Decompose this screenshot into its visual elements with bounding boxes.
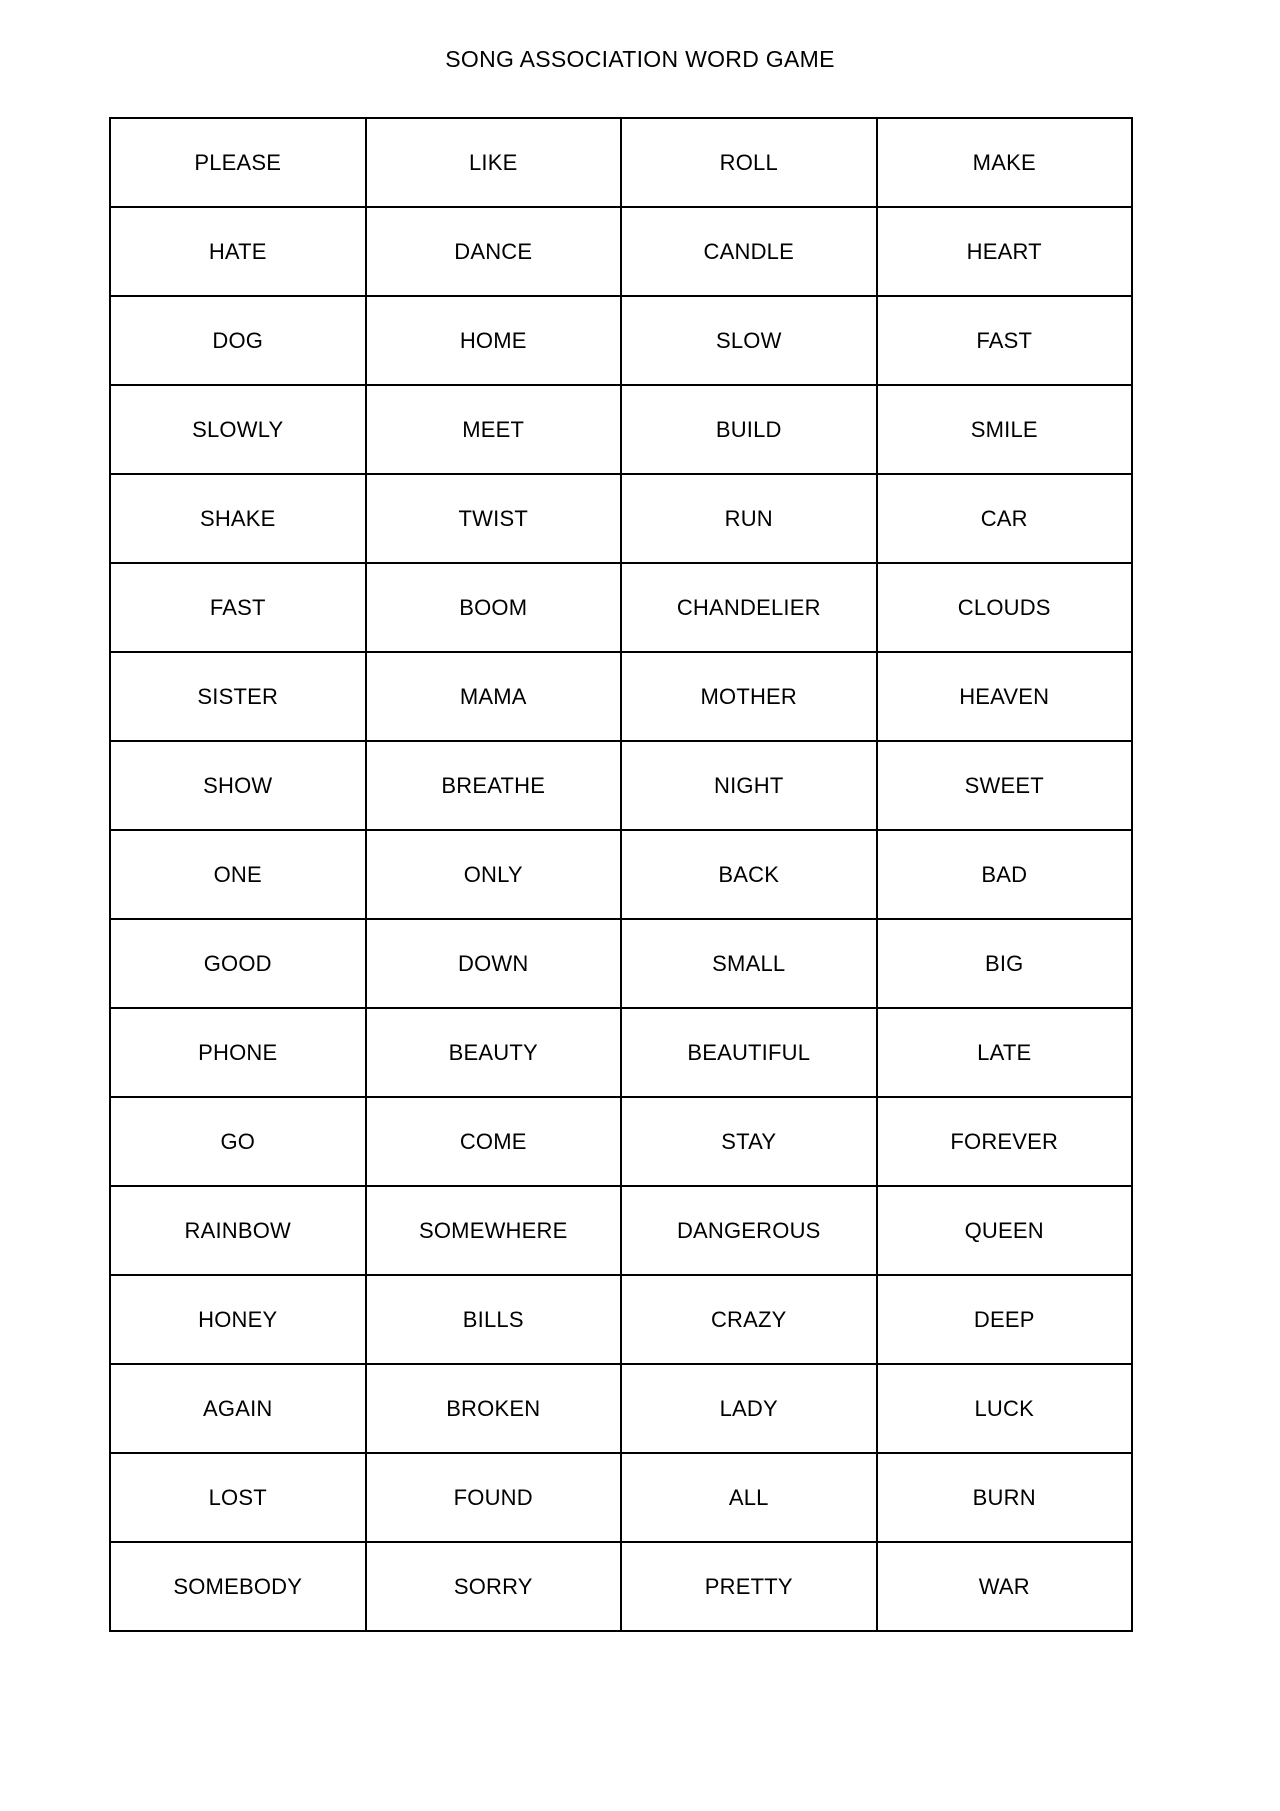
word-cell: ONE [110, 830, 366, 919]
word-cell: HEAVEN [877, 652, 1133, 741]
word-cell: TWIST [366, 474, 622, 563]
word-cell: HONEY [110, 1275, 366, 1364]
word-cell: MAKE [877, 118, 1133, 207]
word-cell: SLOWLY [110, 385, 366, 474]
word-cell: COME [366, 1097, 622, 1186]
word-cell: SLOW [621, 296, 877, 385]
word-cell: BACK [621, 830, 877, 919]
word-cell: AGAIN [110, 1364, 366, 1453]
word-cell: BEAUTY [366, 1008, 622, 1097]
word-cell: SORRY [366, 1542, 622, 1631]
word-cell: CRAZY [621, 1275, 877, 1364]
word-cell: RUN [621, 474, 877, 563]
word-grid [109, 117, 1133, 1632]
word-cell: LUCK [877, 1364, 1133, 1453]
word-cell: BURN [877, 1453, 1133, 1542]
word-cell: PLEASE [110, 118, 366, 207]
word-cell: PRETTY [621, 1542, 877, 1631]
word-cell: BILLS [366, 1275, 622, 1364]
word-cell: CAR [877, 474, 1133, 563]
word-grid-body [110, 118, 1132, 1631]
word-cell: HATE [110, 207, 366, 296]
word-cell: SOMEWHERE [366, 1186, 622, 1275]
word-row [110, 1097, 1132, 1186]
word-cell: WAR [877, 1542, 1133, 1631]
word-row [110, 118, 1132, 207]
word-cell: SOMEBODY [110, 1542, 366, 1631]
word-cell: CANDLE [621, 207, 877, 296]
word-cell: SMILE [877, 385, 1133, 474]
word-cell: GOOD [110, 919, 366, 1008]
word-cell: NIGHT [621, 741, 877, 830]
word-cell: MEET [366, 385, 622, 474]
word-row [110, 385, 1132, 474]
word-cell: CHANDELIER [621, 563, 877, 652]
word-cell: BOOM [366, 563, 622, 652]
word-cell: LATE [877, 1008, 1133, 1097]
word-cell: DANCE [366, 207, 622, 296]
word-cell: GO [110, 1097, 366, 1186]
word-cell: FOREVER [877, 1097, 1133, 1186]
word-cell: FOUND [366, 1453, 622, 1542]
word-cell: ALL [621, 1453, 877, 1542]
word-cell: HOME [366, 296, 622, 385]
word-row [110, 474, 1132, 563]
word-cell: DEEP [877, 1275, 1133, 1364]
word-row [110, 830, 1132, 919]
word-cell: SWEET [877, 741, 1133, 830]
word-cell: BUILD [621, 385, 877, 474]
word-row [110, 652, 1132, 741]
word-cell: ONLY [366, 830, 622, 919]
word-cell: SISTER [110, 652, 366, 741]
word-cell: FAST [110, 563, 366, 652]
word-cell: QUEEN [877, 1186, 1133, 1275]
word-cell: PHONE [110, 1008, 366, 1097]
word-cell: LADY [621, 1364, 877, 1453]
word-row [110, 741, 1132, 830]
word-cell: DANGEROUS [621, 1186, 877, 1275]
word-cell: MOTHER [621, 652, 877, 741]
word-cell: LOST [110, 1453, 366, 1542]
word-cell: HEART [877, 207, 1133, 296]
page-title: SONG ASSOCIATION WORD GAME [445, 46, 835, 72]
word-cell: BIG [877, 919, 1133, 1008]
word-row [110, 1275, 1132, 1364]
word-cell: BAD [877, 830, 1133, 919]
word-cell: SHAKE [110, 474, 366, 563]
word-cell: RAINBOW [110, 1186, 366, 1275]
word-cell: DOG [110, 296, 366, 385]
word-cell: CLOUDS [877, 563, 1133, 652]
word-row [110, 1008, 1132, 1097]
word-cell: LIKE [366, 118, 622, 207]
word-cell: BEAUTIFUL [621, 1008, 877, 1097]
word-row [110, 1364, 1132, 1453]
word-cell: DOWN [366, 919, 622, 1008]
word-row [110, 919, 1132, 1008]
word-row [110, 1453, 1132, 1542]
word-row [110, 296, 1132, 385]
word-cell: SMALL [621, 919, 877, 1008]
word-cell: STAY [621, 1097, 877, 1186]
word-row [110, 1186, 1132, 1275]
word-row [110, 1542, 1132, 1631]
word-cell: FAST [877, 296, 1133, 385]
word-cell: ROLL [621, 118, 877, 207]
word-cell: SHOW [110, 741, 366, 830]
word-cell: BREATHE [366, 741, 622, 830]
word-cell: MAMA [366, 652, 622, 741]
word-row [110, 563, 1132, 652]
word-row [110, 207, 1132, 296]
word-cell: BROKEN [366, 1364, 622, 1453]
